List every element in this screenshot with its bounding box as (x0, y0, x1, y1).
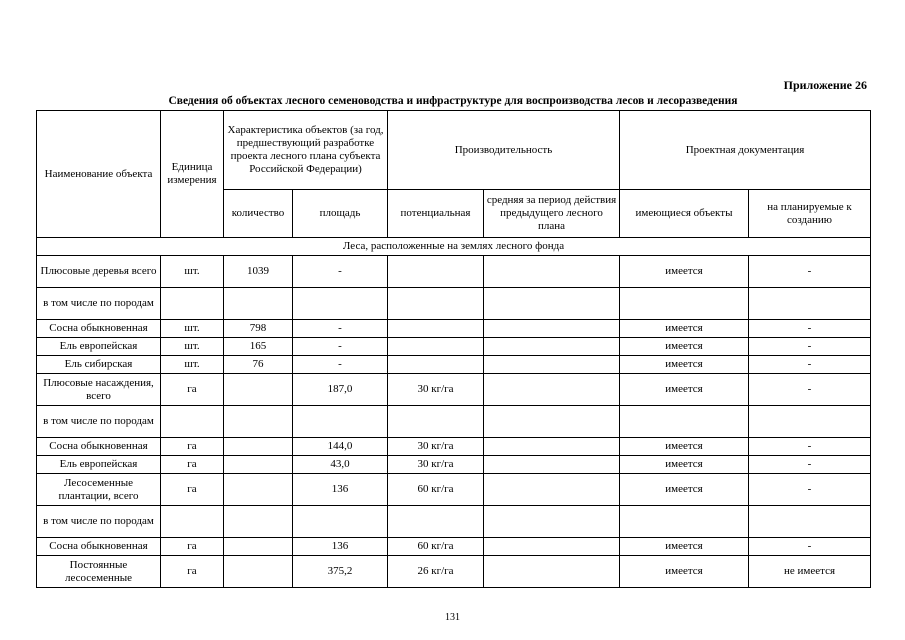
cell-average (484, 288, 620, 320)
cell-average (484, 256, 620, 288)
cell-planned (749, 288, 871, 320)
cell-name: Ель европейская (37, 338, 161, 356)
cell-planned: - (749, 320, 871, 338)
cell-quantity (224, 556, 293, 588)
cell-existing (620, 288, 749, 320)
cell-average (484, 338, 620, 356)
cell-planned: не имеется (749, 556, 871, 588)
cell-average (484, 320, 620, 338)
cell-potential (388, 356, 484, 374)
cell-unit: га (161, 456, 224, 474)
cell-potential (388, 506, 484, 538)
cell-area: 375,2 (293, 556, 388, 588)
cell-existing: имеется (620, 338, 749, 356)
cell-average (484, 406, 620, 438)
cell-potential: 30 кг/га (388, 456, 484, 474)
cell-area (293, 288, 388, 320)
cell-area: 144,0 (293, 438, 388, 456)
cell-average (484, 474, 620, 506)
cell-average (484, 456, 620, 474)
cell-name: Лесосеменные плантации, всего (37, 474, 161, 506)
cell-average (484, 356, 620, 374)
cell-potential (388, 320, 484, 338)
cell-quantity (224, 288, 293, 320)
cell-unit: га (161, 474, 224, 506)
cell-planned: - (749, 538, 871, 556)
cell-existing: имеется (620, 474, 749, 506)
cell-unit: шт. (161, 320, 224, 338)
cell-planned: - (749, 338, 871, 356)
cell-average (484, 556, 620, 588)
header-planned: на планируемые к созданию (749, 190, 871, 238)
header-unit: Единица измерения (161, 111, 224, 238)
header-existing: имеющиеся объекты (620, 190, 749, 238)
cell-area: 187,0 (293, 374, 388, 406)
table-row (37, 538, 871, 556)
cell-existing (620, 406, 749, 438)
header-average: средняя за период действия предыдущего лесного плана (484, 190, 620, 238)
cell-unit: га (161, 438, 224, 456)
cell-quantity: 798 (224, 320, 293, 338)
cell-unit: шт. (161, 356, 224, 374)
section-row: Леса, расположенные на землях лесного фонда (37, 238, 871, 256)
cell-name: Постоянные лесосеменные (37, 556, 161, 588)
document-title: Сведения об объектах лесного семеноводства и инфраструктуре для воспроизводства лесов и лесоразведения (168, 95, 738, 107)
table-row (37, 438, 871, 456)
cell-quantity: 1039 (224, 256, 293, 288)
cell-planned: - (749, 438, 871, 456)
cell-name: в том числе по породам (37, 506, 161, 538)
cell-existing: имеется (620, 456, 749, 474)
cell-planned: - (749, 356, 871, 374)
cell-planned: - (749, 456, 871, 474)
cell-planned (749, 506, 871, 538)
cell-potential: 26 кг/га (388, 556, 484, 588)
cell-unit: га (161, 374, 224, 406)
cell-name: в том числе по породам (37, 406, 161, 438)
cell-quantity (224, 456, 293, 474)
cell-area (293, 406, 388, 438)
cell-unit: га (161, 538, 224, 556)
cell-area: 136 (293, 538, 388, 556)
cell-existing: имеется (620, 320, 749, 338)
cell-average (484, 374, 620, 406)
table-row (37, 506, 871, 538)
cell-area: - (293, 256, 388, 288)
cell-unit (161, 406, 224, 438)
cell-quantity: 76 (224, 356, 293, 374)
table-row (37, 320, 871, 338)
cell-potential: 30 кг/га (388, 438, 484, 456)
table-row (37, 406, 871, 438)
cell-planned: - (749, 374, 871, 406)
table-row (37, 374, 871, 406)
table-row (37, 456, 871, 474)
appendix-label: Приложение 26 (783, 78, 867, 92)
cell-unit: шт. (161, 338, 224, 356)
cell-area: - (293, 320, 388, 338)
cell-quantity (224, 538, 293, 556)
cell-potential: 30 кг/га (388, 374, 484, 406)
header-productivity: Производительность (388, 111, 620, 190)
cell-quantity (224, 374, 293, 406)
cell-unit (161, 288, 224, 320)
header-name: Наименование объекта (37, 111, 161, 238)
cell-name: Ель сибирская (37, 356, 161, 374)
cell-existing (620, 506, 749, 538)
cell-quantity (224, 474, 293, 506)
cell-unit: га (161, 556, 224, 588)
cell-average (484, 538, 620, 556)
cell-existing: имеется (620, 438, 749, 456)
forest-seed-table (36, 110, 871, 588)
cell-existing: имеется (620, 374, 749, 406)
table-row (37, 256, 871, 288)
cell-area: - (293, 356, 388, 374)
header-characteristics: Характеристика объектов (за год, предшествующий разработке проекта лесного плана субъекта Российской Федерации) (224, 111, 388, 190)
cell-existing: имеется (620, 556, 749, 588)
cell-area: 136 (293, 474, 388, 506)
header-potential: потенциальная (388, 190, 484, 238)
table-row (37, 556, 871, 588)
cell-quantity (224, 406, 293, 438)
cell-existing: имеется (620, 256, 749, 288)
cell-quantity: 165 (224, 338, 293, 356)
cell-quantity (224, 506, 293, 538)
cell-potential (388, 256, 484, 288)
cell-potential (388, 406, 484, 438)
cell-name: Сосна обыкновенная (37, 320, 161, 338)
cell-planned (749, 406, 871, 438)
cell-existing: имеется (620, 538, 749, 556)
cell-potential (388, 338, 484, 356)
cell-area: 43,0 (293, 456, 388, 474)
cell-average (484, 438, 620, 456)
cell-name: Ель европейская (37, 456, 161, 474)
table-row (37, 288, 871, 320)
cell-unit: шт. (161, 256, 224, 288)
header-documentation: Проектная документация (620, 111, 871, 190)
cell-potential: 60 кг/га (388, 474, 484, 506)
cell-planned: - (749, 474, 871, 506)
cell-potential: 60 кг/га (388, 538, 484, 556)
table-row (37, 338, 871, 356)
cell-name: в том числе по породам (37, 288, 161, 320)
cell-average (484, 506, 620, 538)
page-number: 131 (445, 612, 460, 623)
cell-area: - (293, 338, 388, 356)
cell-existing: имеется (620, 356, 749, 374)
cell-unit (161, 506, 224, 538)
cell-name: Сосна обыкновенная (37, 538, 161, 556)
cell-quantity (224, 438, 293, 456)
header-quantity: количество (224, 190, 293, 238)
cell-planned: - (749, 256, 871, 288)
table-row (37, 474, 871, 506)
cell-potential (388, 288, 484, 320)
cell-name: Сосна обыкновенная (37, 438, 161, 456)
table-row (37, 356, 871, 374)
cell-name: Плюсовые деревья всего (37, 256, 161, 288)
header-area: площадь (293, 190, 388, 238)
cell-name: Плюсовые насаждения, всего (37, 374, 161, 406)
cell-area (293, 506, 388, 538)
